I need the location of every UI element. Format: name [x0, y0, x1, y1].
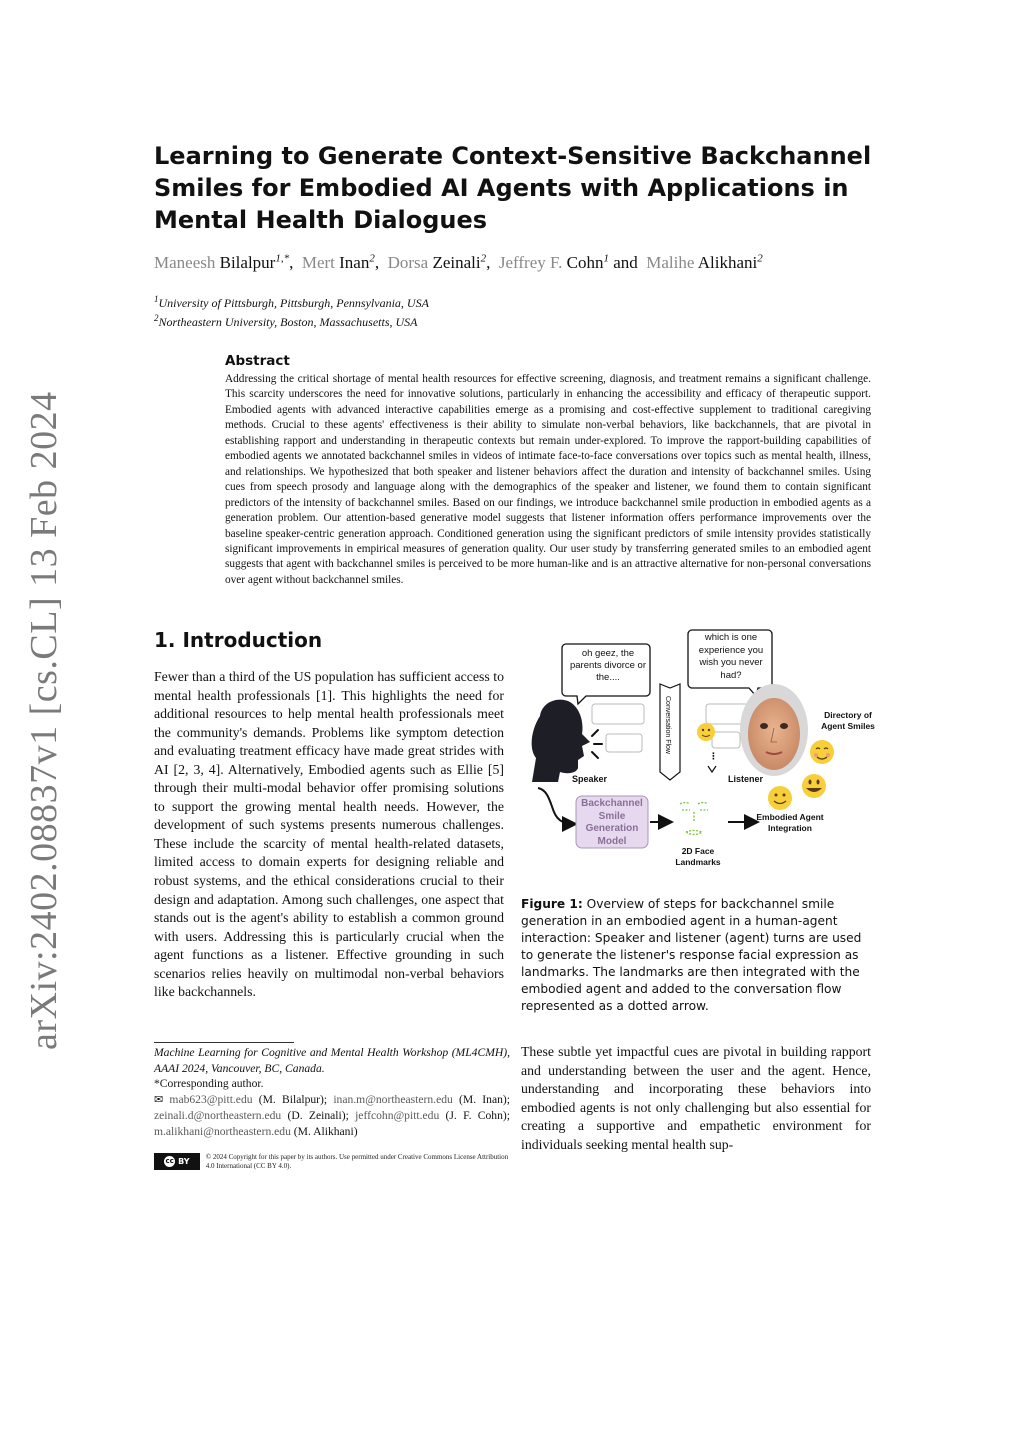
author: Malihe Alikhani$^2$ [646, 252, 763, 272]
email-link[interactable]: inan.m@northeastern.edu [333, 1092, 453, 1106]
section-heading-introduction: 1. Introduction [154, 628, 323, 652]
author: Dorsa Zeinali$^2$, [387, 252, 491, 272]
email-link[interactable]: zeinali.d@northeastern.edu [154, 1109, 282, 1123]
email-link[interactable]: m.alikhani@northeastern.edu [154, 1124, 291, 1138]
speaking-lines [592, 730, 602, 758]
smile-emoji [697, 723, 715, 741]
footnote-divider [154, 1042, 294, 1043]
introduction-continued-text: These subtle yet impactful cues are pivotal in building rapport and understanding between the user and the agent. Hence, understanding and incorporating these behaviors into embodied agents is not only challenging but also essential for creating a supportive and empathetic environment for individuals seeking mental health sup- [521, 1044, 871, 1152]
grinning-emoji [802, 774, 826, 798]
face-landmarks-icon [680, 803, 708, 835]
author-list [154, 252, 914, 273]
speaker-to-model-arrow [538, 788, 574, 824]
email-list: ✉ mab623@pitt.edu (M. Bilalpur); inan.m@northeastern.edu (M. Inan); zeinali.d@northeastern.edu (D. Zeinali); jeffcohn@pitt.edu (J. F. Cohn); m.alikhani@northeastern.edu (M. Alikhani) [154, 1092, 510, 1138]
author: Mert Inan$^2$, [301, 252, 380, 272]
introduction-text: Fewer than a third of the US population has sufficient access to mental health professionals [1]. This highlights the need for additional resources to help mental health professionals meet the community's demands. Problems like symptom detection and evaluating treatment efficacy have made great strides with AI [2, 3, 4]. Alternatively, Embodied agents such as Ellie [5] through their multi-modal behavior offer promising solutions to support the growing mental health needs. However, the development of such systems presents numerous challenges. These include the scarcity of mental health-related datasets, limited access to domain experts for designing reliable and robust systems, and the ethical considerations crucial to their design and adaptation. Among such challenges, one aspect that stands out is the agent's ability to establish a common ground with users. Addressing this is particularly crucial when the agent functions as a listener. Effective grounding in such scenarios relies heavily on multimodal non-verbal behaviors like backchannels. [154, 669, 504, 1000]
svg-text:⋮: ⋮ [709, 751, 718, 761]
landmarks-label: 2D Face Landmarks [675, 846, 721, 867]
figure-caption [521, 896, 873, 1015]
integration-label: Embodied Agent Integration [756, 812, 824, 833]
figure-1-diagram [518, 624, 878, 872]
footnotes [154, 1045, 510, 1140]
dotted-arrow [708, 751, 718, 772]
license-text: © 2024 Copyright for this paper by its authors. Use permitted under Creative Commons License Attribution 4.0 International (CC BY 4.0). [205, 1153, 509, 1170]
arxiv-identifier: arXiv:2402.08837v1 [cs.CL] 13 Feb 2024 [23, 391, 65, 1050]
model-label: Backchannel Smile Generation Model [581, 798, 643, 847]
figure-caption-label: Figure 1: [521, 897, 583, 911]
affiliation: $^1$University of Pittsburgh, Pittsburgh, Pennsylvania, USA [154, 294, 429, 310]
abstract-text: Addressing the critical shortage of mental health resources for effective screening, diagnosis, and treatment remains a significant challenge. This scarcity underscores the need for innovative solutions, particularly in enhancing the accessibility and efficacy of therapeutic support. Embodied agents with advanced interactive capabilities emerge as a promising and cost-effective supplement to traditional caregiving methods. Crucial to these agents' effectiveness is their ability to simulate non-verbal behaviors, like backchannels, that are pivotal in establishing rapport and understanding in therapeutic contexts but remain under-explored. To improve the rapport-building capabilities of embodied agents we annotated backchannel smiles in videos of intimate face-to-face conversations over topics such as mental health, illness, and relationships. We hypothesized that both speaker and listener behaviors affect the duration and intensity of backchannel smiles. Using cues from speech prosody and language along with the demographics of the speaker and listener, we found them to contain significant predictors of the intensity of backchannel smiles. Based on our findings, we introduce backchannel smile production in embodied agents as a generation problem. Our attention-based generative model suggests that listener information offers performance improvements over the baseline speaker-centric generation approach. Conditioned generation using the significant predictors of smile intensity provides statistically significant improvements in empirical measures of generation quality. Our user study by transferring generated smiles to an embodied agent suggests that agent with backchannel smiles is perceived to be more human-like and is an attractive alternative for non-personal conversations over agent without backchannel smiles. [225, 373, 871, 586]
happy-emoji [768, 786, 792, 810]
author: Jeffrey F. Cohn$^1$ and [498, 252, 638, 272]
speaker-utterance: oh geez, the parents divorce or the.... [569, 648, 647, 683]
envelope-icon: ✉ [154, 1093, 164, 1106]
license-row [154, 1153, 514, 1171]
conversation-flow-arrow [660, 684, 680, 780]
listener-utterance: which is one experience you wish you never had? [698, 632, 764, 681]
email-link[interactable]: mab623@pitt.edu [169, 1092, 253, 1106]
listener-speech-bubble [688, 630, 772, 696]
email-link[interactable]: jeffcohn@pitt.edu [355, 1109, 440, 1123]
directory-label: Directory of Agent Smiles [821, 710, 875, 731]
speaker-label: Speaker [572, 774, 608, 784]
speaker-silhouette [532, 700, 602, 782]
cc-license-icon: cc BY [154, 1153, 200, 1170]
listener-label: Listener [728, 774, 764, 784]
paper-title: Learning to Generate Context-Sensitive Backchannel Smiles for Embodied AI Agents with Applications in Mental Health Dialogues [154, 142, 872, 234]
workshop-note: Machine Learning for Cognitive and Mental Health Workshop (ML4CMH), AAAI 2024, Vancouver, BC, Canada. [154, 1046, 510, 1075]
figure-caption-text: Overview of steps for backchannel smile generation in an embodied agent in a human-agent interaction: Speaker and listener (agent) turns are used to generate the listener's response facial expression as landmarks. The landmarks are then integrated with the embodied agent and added to the conversation flow represented as a dotted arrow. [521, 897, 862, 1013]
backchannel-model-box [576, 796, 648, 848]
listener-agent-face [740, 684, 808, 776]
abstract-heading: Abstract [225, 353, 290, 369]
corresponding-note: *Corresponding author. [154, 1077, 264, 1091]
author: Maneesh Bilalpur$^{1,*}$, [154, 252, 294, 272]
speaker-speech-bubble [562, 644, 650, 704]
blushing-emoji [810, 740, 834, 764]
affiliation: $^2$Northeastern University, Boston, Massachusetts, USA [154, 313, 418, 329]
conversation-flow-label: Conversation Flow [664, 696, 671, 754]
